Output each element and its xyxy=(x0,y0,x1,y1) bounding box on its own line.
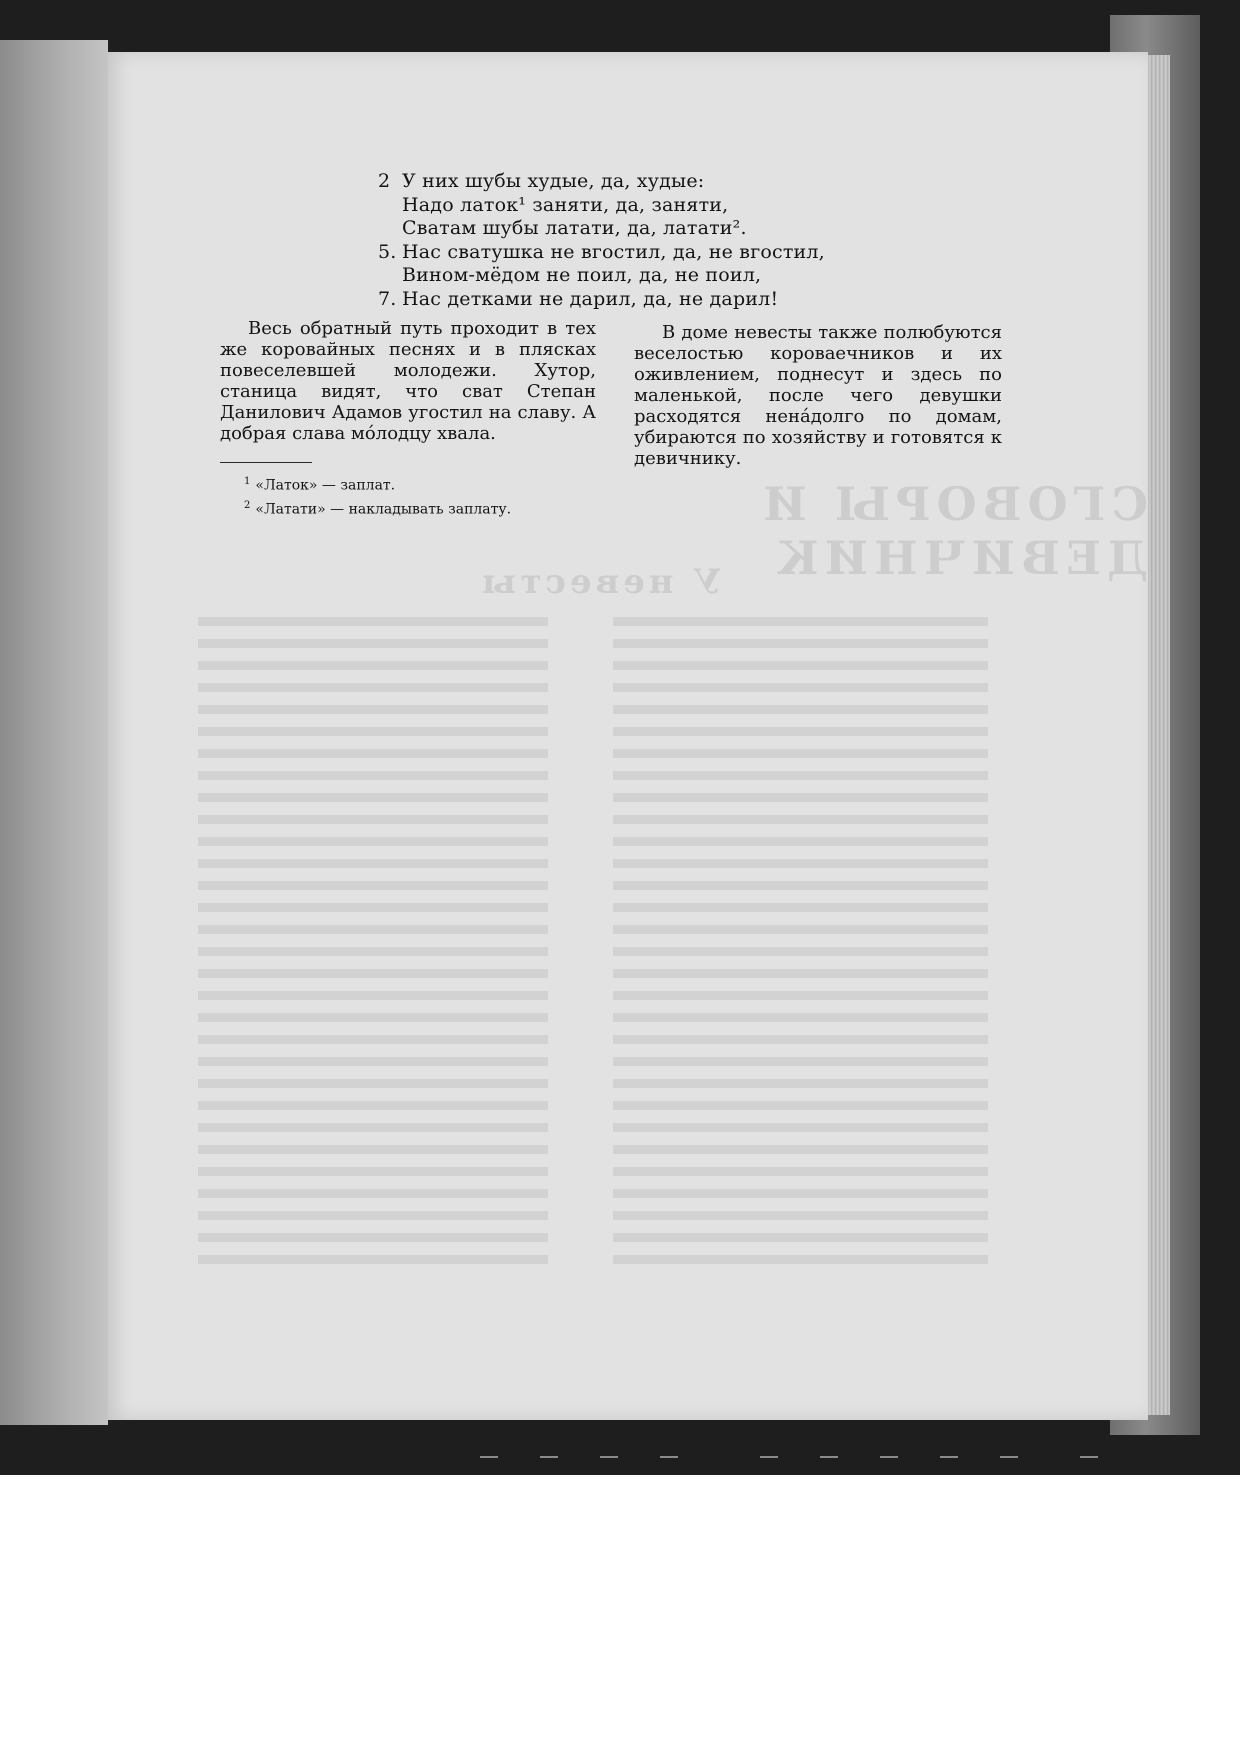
body-paragraph-left: Весь обратный путь проходит в тех же коровайных песнях и в плясках повеселевшей молодежи. Хутор, станица видят, что сват Степан Данилович Адамов угостил на славу. А добрая слава мóлодцу хвала. xyxy=(220,318,596,444)
line-number: 5. xyxy=(378,240,397,263)
body-paragraph-right: В доме невесты также полюбуются веселостью короваечников и их оживлением, поднесут и здесь по маленькой, после чего девушки расходятся ненáдолго по домам, убираются по хозяйству и готовятся к девичнику. xyxy=(634,322,1002,469)
footnote xyxy=(244,496,511,520)
bleed-through-subheading: У невесты xyxy=(478,562,722,602)
page-content xyxy=(108,52,1148,1420)
scan-artifact xyxy=(880,1456,898,1458)
footnote-text: «Латок» — заплат. xyxy=(255,477,396,494)
scan-artifact xyxy=(660,1456,678,1458)
footnotes xyxy=(244,472,511,519)
line-number: 7. xyxy=(378,287,397,310)
scan-artifact xyxy=(940,1456,958,1458)
footnote xyxy=(244,472,511,496)
footnote-text: «Латати» — накладывать заплату. xyxy=(255,501,512,518)
poem-line xyxy=(378,288,825,312)
line-text: Надо латок¹ заняти, да, заняти, xyxy=(402,193,729,216)
poem-line xyxy=(378,194,825,218)
bleed-through-heading: СГОВОРЫ И ДЕВИЧНИК xyxy=(757,477,1148,585)
poem-line xyxy=(378,241,825,265)
line-text: Вином-мёдом не поил, да, не поил, xyxy=(402,264,762,286)
footnote-divider xyxy=(220,462,312,463)
scan-artifact xyxy=(820,1456,838,1458)
scan-artifact xyxy=(600,1456,618,1458)
footnote-mark: 1 xyxy=(244,476,251,487)
line-text: Сватам шубы латати, да, латати². xyxy=(402,217,747,239)
footnote-mark: 2 xyxy=(244,499,251,511)
scan-artifact xyxy=(1000,1456,1018,1458)
line-text: Нас детками не дарил, да, не дарил! xyxy=(402,287,779,310)
line-text: Нас сватушка не вгостил, да, не вгостил, xyxy=(402,240,825,263)
scan-artifact xyxy=(760,1456,778,1458)
line-text: У них шубы худые, да, худые: xyxy=(402,170,705,192)
scan-artifact xyxy=(540,1456,558,1458)
poem-line xyxy=(378,217,825,241)
poem-stanza xyxy=(378,170,825,311)
line-number: 2 xyxy=(378,170,391,192)
scan-artifact xyxy=(1080,1456,1098,1458)
book-page xyxy=(108,52,1148,1420)
poem-line xyxy=(378,170,825,194)
left-page-edge xyxy=(0,40,108,1425)
scan-artifact xyxy=(480,1456,498,1458)
poem-line xyxy=(378,264,825,288)
